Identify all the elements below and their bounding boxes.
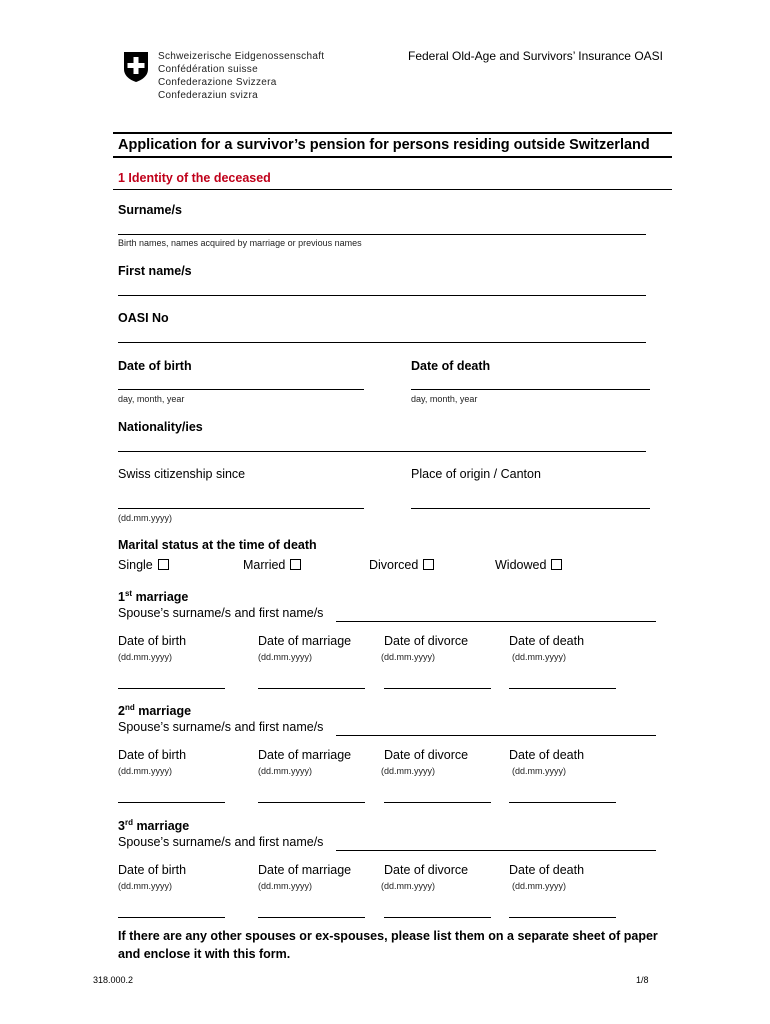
checkbox-icon[interactable] <box>290 559 301 570</box>
date-of-birth-field[interactable] <box>118 389 364 390</box>
date-of-marriage-label: Date of marriage <box>258 634 352 648</box>
spouse-name-label: Spouse’s surname/s and first name/s <box>118 606 324 620</box>
date-of-marriage-field[interactable] <box>258 917 365 918</box>
first-names-label: First name/s <box>118 264 192 278</box>
date-of-death-label: Date of death <box>411 359 491 373</box>
spouse-name-field[interactable] <box>336 850 656 851</box>
date-of-death-field[interactable] <box>509 688 616 689</box>
date-of-divorce-field[interactable] <box>384 917 491 918</box>
swiss-citizenship-field[interactable] <box>118 508 364 509</box>
marriage-heading <box>118 818 189 833</box>
marriage-ordinal: 3 <box>118 819 125 834</box>
page-title: Application for a survivor’s pension for persons residing outside Switzerland <box>118 137 650 153</box>
checkbox-icon[interactable] <box>551 559 562 570</box>
marriage-heading <box>118 703 191 718</box>
spouse-name-field[interactable] <box>336 735 656 736</box>
surnames-field[interactable] <box>118 234 646 235</box>
agency-name: Federal Old-Age and Survivors’ Insurance OASI <box>407 49 663 63</box>
marital-option-label: Widowed <box>495 558 547 572</box>
confederation-line: Confederazione Svizzera <box>158 77 277 88</box>
date-of-marriage-label: Date of marriage <box>258 863 352 877</box>
marriage-ordinal: 2 <box>118 704 125 719</box>
date-format-hint: (dd.mm.yyyy) <box>258 766 312 776</box>
date-format-hint: (dd.mm.yyyy) <box>118 652 172 662</box>
date-of-divorce-field[interactable] <box>384 802 491 803</box>
marriage-word: marriage <box>135 590 189 605</box>
place-of-origin-field[interactable] <box>411 508 650 509</box>
marital-option-label: Married <box>243 558 286 572</box>
nationality-field[interactable] <box>118 451 646 452</box>
title-top-rule <box>113 132 672 134</box>
date-of-death-label: Date of death <box>509 634 585 648</box>
marriage-ordinal-suffix: nd <box>124 703 135 712</box>
marriage-ordinal-suffix: rd <box>124 818 133 827</box>
confederation-names <box>158 50 324 102</box>
date-of-death-field[interactable] <box>411 389 650 390</box>
marriage-ordinal-suffix: st <box>124 589 133 598</box>
date-of-death-label: Date of death <box>509 748 585 762</box>
date-format-hint: (dd.mm.yyyy) <box>258 652 312 662</box>
date-of-birth-field[interactable] <box>118 917 225 918</box>
date-of-marriage-label: Date of marriage <box>258 748 352 762</box>
form-number: 318.000.2 <box>93 975 134 985</box>
date-of-death-hint: day, month, year <box>411 394 478 404</box>
marital-option-label: Divorced <box>369 558 419 572</box>
date-of-birth-field[interactable] <box>118 802 225 803</box>
date-of-divorce-label: Date of divorce <box>384 634 469 648</box>
date-format-hint: (dd.mm.yyyy) <box>381 881 435 891</box>
date-of-marriage-field[interactable] <box>258 688 365 689</box>
checkbox-icon[interactable] <box>158 559 169 570</box>
spouse-name-label: Spouse’s surname/s and first name/s <box>118 835 324 849</box>
place-of-origin-label: Place of origin / Canton <box>411 467 541 481</box>
date-of-birth-hint: day, month, year <box>118 394 185 404</box>
confederation-line: Confédération suisse <box>158 64 258 75</box>
section-heading: 1 Identity of the deceased <box>118 171 271 185</box>
spouse-name-label: Spouse’s surname/s and first name/s <box>118 720 324 734</box>
date-format-hint: (dd.mm.yyyy) <box>118 766 172 776</box>
oasi-number-label: OASI No <box>118 311 169 325</box>
marriage-ordinal: 1 <box>118 590 125 605</box>
date-of-marriage-field[interactable] <box>258 802 365 803</box>
marriage-heading <box>118 589 188 604</box>
oasi-number-field[interactable] <box>118 342 646 343</box>
confederation-line: Confederaziun svizra <box>158 90 258 101</box>
marital-option-label: Single <box>118 558 153 572</box>
marital-option-single[interactable] <box>118 558 169 572</box>
date-of-death-field[interactable] <box>509 802 616 803</box>
date-format-hint: (dd.mm.yyyy) <box>512 652 566 662</box>
date-format-hint: (dd.mm.yyyy) <box>512 881 566 891</box>
title-bottom-rule <box>113 156 672 158</box>
marriage-word: marriage <box>138 704 192 719</box>
date-format-hint: (dd.mm.yyyy) <box>381 766 435 776</box>
date-of-birth-label: Date of birth <box>118 359 192 373</box>
date-of-birth-label: Date of birth <box>118 863 187 877</box>
date-of-divorce-label: Date of divorce <box>384 748 469 762</box>
date-format-hint: (dd.mm.yyyy) <box>258 881 312 891</box>
date-of-birth-label: Date of birth <box>118 634 187 648</box>
date-of-birth-field[interactable] <box>118 688 225 689</box>
date-format-hint: (dd.mm.yyyy) <box>381 652 435 662</box>
date-format-hint: (dd.mm.yyyy) <box>512 766 566 776</box>
date-of-death-label: Date of death <box>509 863 585 877</box>
confederation-line: Schweizerische Eidgenossenschaft <box>158 51 325 62</box>
surnames-hint: Birth names, names acquired by marriage or previous names <box>118 238 362 248</box>
date-of-birth-label: Date of birth <box>118 748 187 762</box>
checkbox-icon[interactable] <box>423 559 434 570</box>
date-of-divorce-field[interactable] <box>384 688 491 689</box>
swiss-citizenship-label: Swiss citizenship since <box>118 467 246 481</box>
marital-option-divorced[interactable] <box>369 558 434 572</box>
date-of-divorce-label: Date of divorce <box>384 863 469 877</box>
marriage-word: marriage <box>136 819 190 834</box>
section-rule <box>113 189 672 190</box>
marital-status-label: Marital status at the time of death <box>118 538 317 552</box>
marital-option-married[interactable] <box>243 558 301 572</box>
marital-option-widowed[interactable] <box>495 558 562 572</box>
first-names-field[interactable] <box>118 295 646 296</box>
date-format-hint: (dd.mm.yyyy) <box>118 881 172 891</box>
date-of-death-field[interactable] <box>509 917 616 918</box>
spouse-name-field[interactable] <box>336 621 656 622</box>
surnames-label: Surname/s <box>118 203 182 217</box>
swiss-cross-shield-icon <box>123 51 149 83</box>
swiss-citizenship-hint: (dd.mm.yyyy) <box>118 513 172 523</box>
page-number: 1/8 <box>636 975 649 985</box>
nationality-label: Nationality/ies <box>118 420 203 434</box>
other-spouses-note: If there are any other spouses or ex-spouses, please list them on a separate sheet of paper and enclose it with this form. <box>118 929 658 961</box>
